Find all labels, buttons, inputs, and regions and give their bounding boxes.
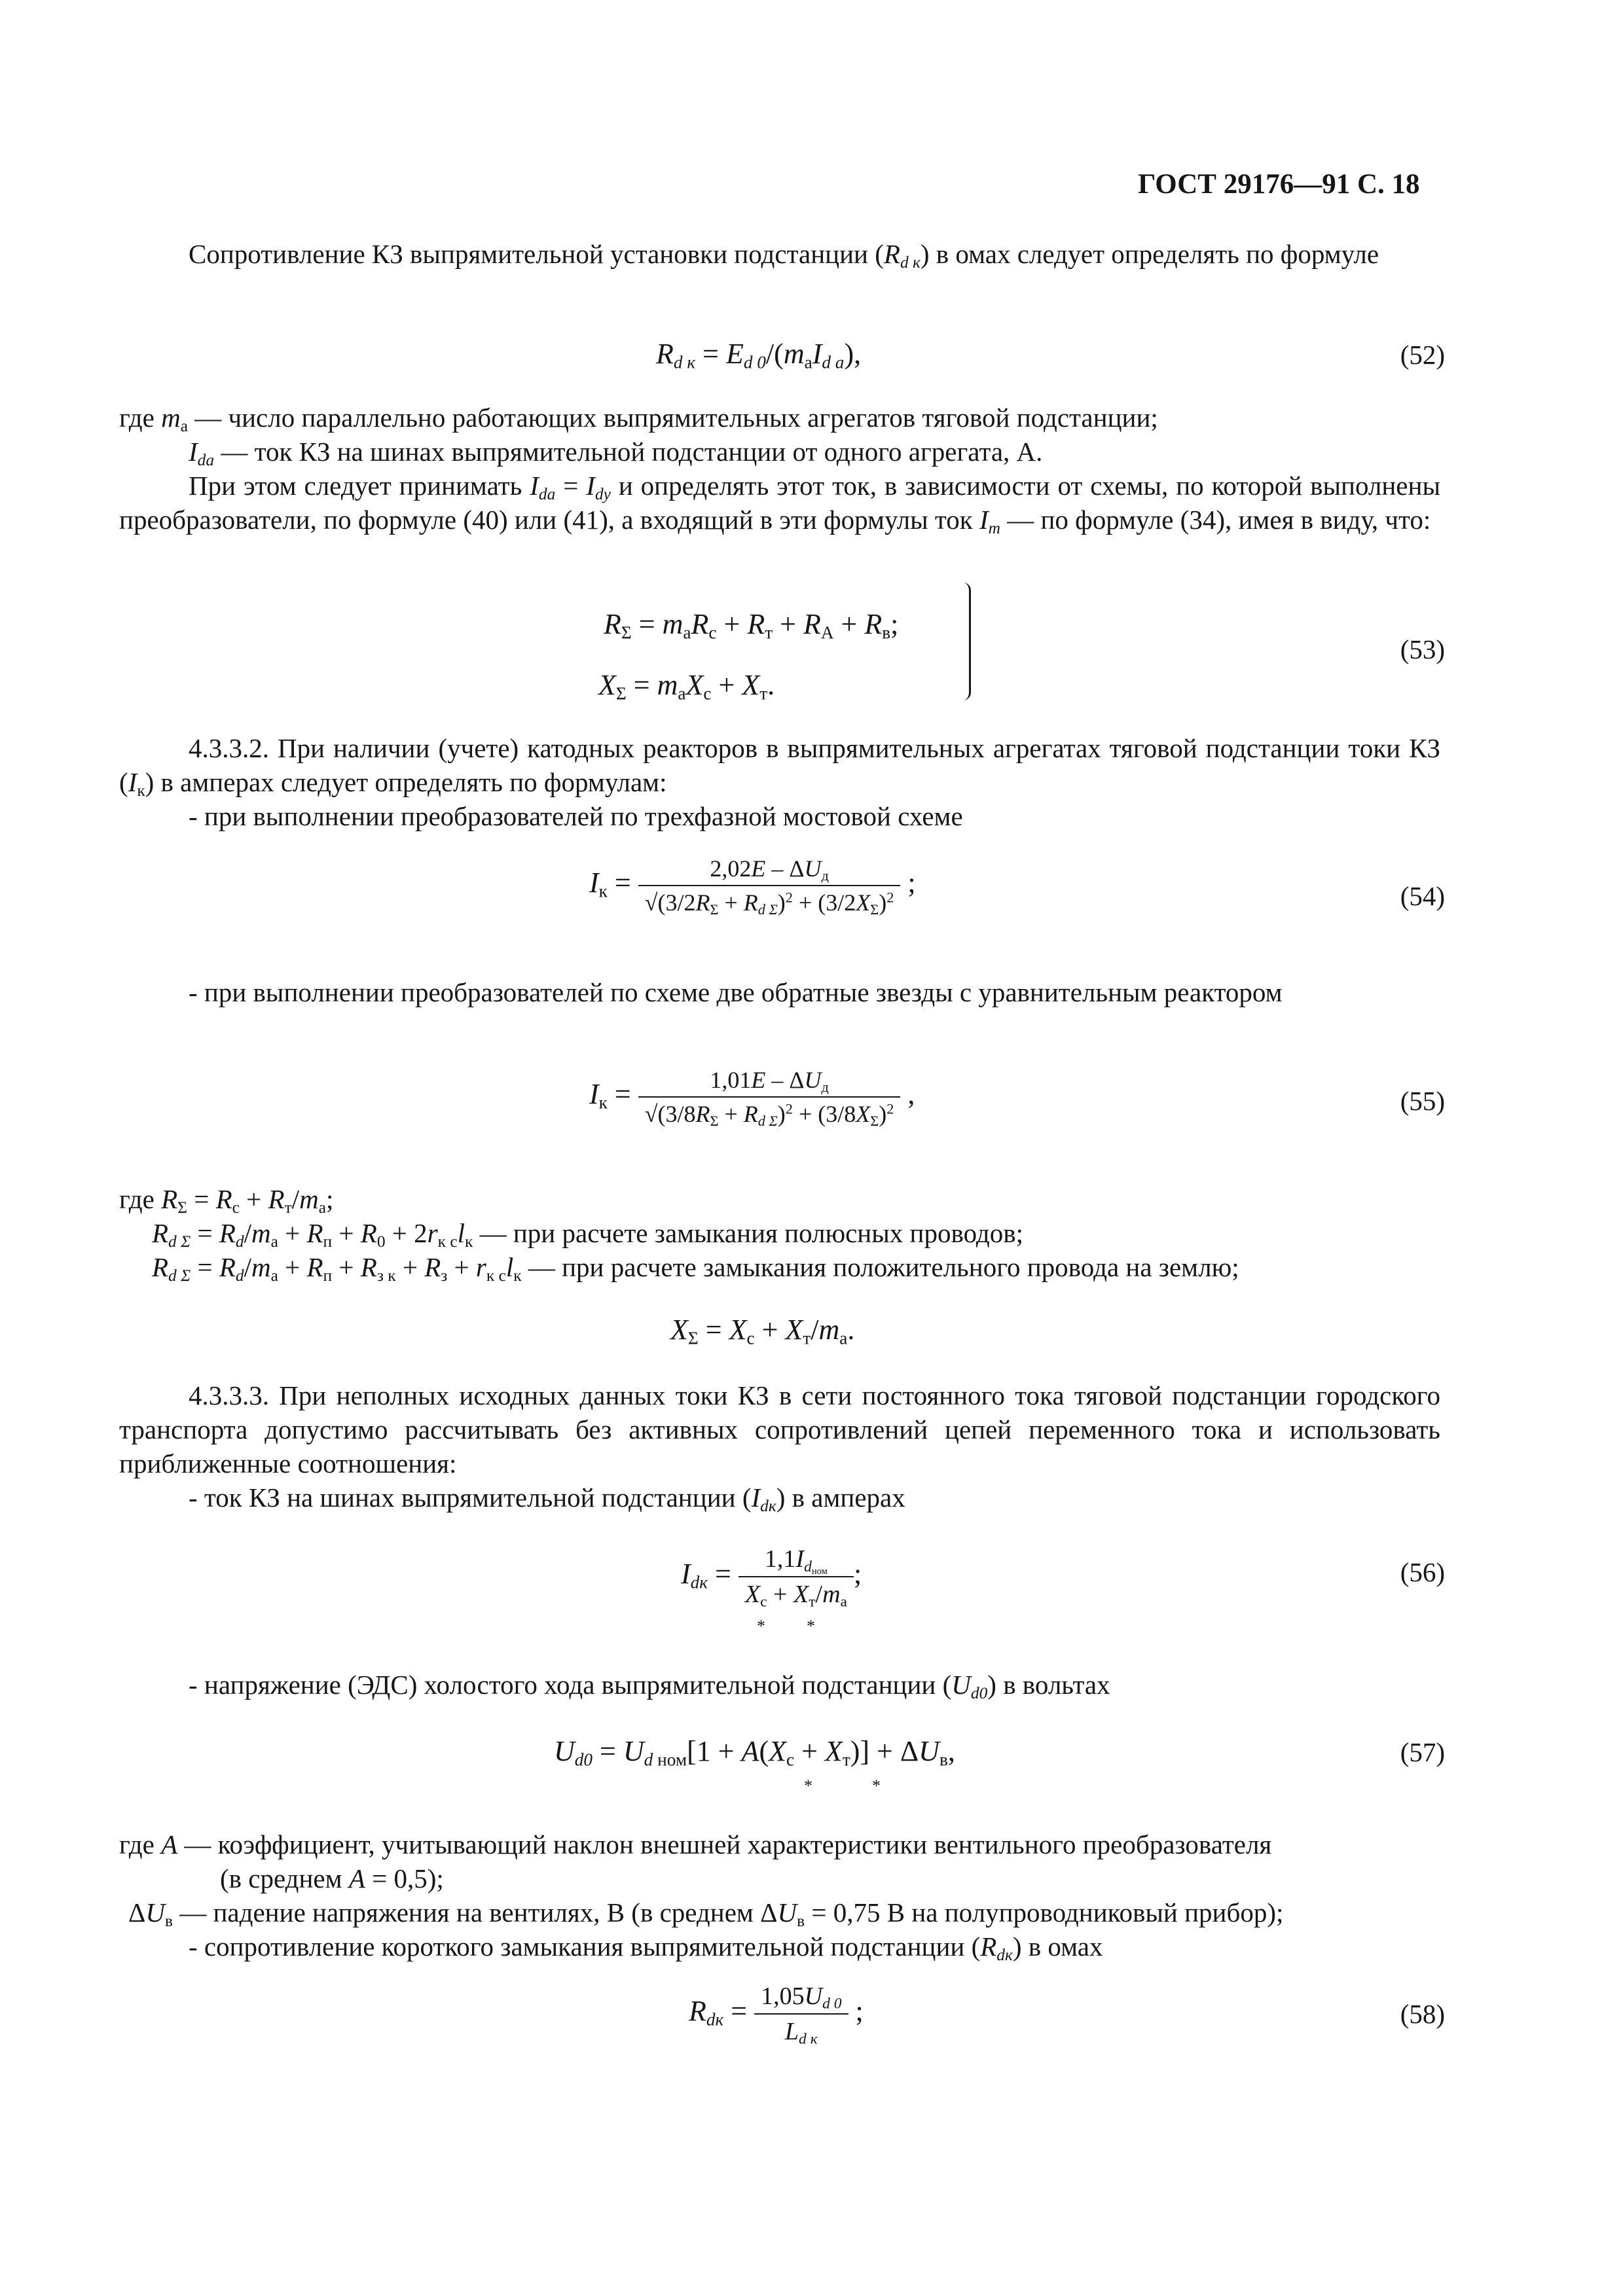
- item-rdk: - сопротивление короткого замыкания выпрямительной подстанции $(R_{dк})$ в омах: [189, 1931, 1103, 1965]
- formula-57-star-1: *: [804, 1776, 812, 1795]
- paragraph-4-3-3-2: 4.3.3.2. При наличии (учете) катодных реакторов в выпрямительных агрегатах тяговой подстанции токи КЗ $(I_к)$ в амперах следует определять по формулам:: [119, 733, 1440, 800]
- formula-number-53: (53): [1400, 634, 1445, 664]
- formula-number-58: (58): [1400, 1999, 1445, 2029]
- formula-53-line-2: $X_\Sigma = m_аX_с + X_т$.: [598, 669, 775, 704]
- formula-52: $R_{d к} = E_{d 0}/(m_аI_{d а})$,: [656, 338, 862, 372]
- where-delta-ub: $\Delta U_в$ — падение напряжения на вентилях, В (в среднем $\Delta U_в = 0,75$ В на полупроводниковый прибор);: [128, 1897, 1284, 1931]
- formula-number-55: (55): [1400, 1086, 1445, 1116]
- formula-xsigma: $X_\Sigma = X_с + X_т/m_а$.: [670, 1314, 855, 1348]
- formula-number-56: (56): [1400, 1557, 1445, 1587]
- where-ida: $I_{da}$ — ток КЗ на шинах выпрямительной подстанции от одного агрегата, А.: [189, 437, 1043, 470]
- where-a-average: (в среднем A = 0,5);: [220, 1863, 444, 1893]
- formula-54: $I_к$ = $\frac{2,02E - \Delta U_д}{√(3/2R_\Sigma + R_{d \Sigma})^2 + (3/2X_\Sigma)^2}$ ;: [589, 855, 916, 918]
- formula-57-star-2: *: [872, 1776, 881, 1795]
- where-rdsigma-poles: $R_{d \Sigma} = R_d/m_а + R_п + R_0 + 2r_{к с}l_к$ — при расчете замыкания полюсных проводов;: [152, 1218, 1023, 1251]
- paragraph-rdk-intro: Сопротивление КЗ выпрямительной установки подстанции $(R_{d к})$ в омах следует определять по формуле: [189, 239, 1379, 272]
- item-two-reverse-stars: - при выполнении преобразователей по схеме две обратные звезды с уравнительным реактором: [189, 977, 1283, 1007]
- item-three-phase-bridge: - при выполнении преобразователей по трехфазной мостовой схеме: [189, 801, 963, 831]
- item-idk: - ток КЗ на шинах выпрямительной подстанции $(I_{dк})$ в амперах: [189, 1482, 905, 1516]
- formula-58: $R_{dк}$ = $\frac{1,05U_{d 0}}{L_{d к}}$ ;: [689, 1982, 864, 2048]
- formula-55: $I_к$ = $\frac{1,01E - \Delta U_д}{√(3/8R_\Sigma + R_{d \Sigma})^2 + (3/8X_\Sigma)^2}$ ,: [589, 1067, 915, 1130]
- formula-57: $U_{d0} = U_{d ном}[1 + A(X_с + X_т)] + \Delta U_в$,: [554, 1735, 955, 1770]
- formula-56-star-2: *: [807, 1617, 815, 1636]
- formula-56: $I_{dк}$ = $\frac{1,1I_{d_{ном}}}{X_с + X_т/m_а}$ ;: [681, 1545, 862, 1611]
- formula-number-54: (54): [1400, 881, 1445, 911]
- formula-53-brace: [958, 583, 971, 700]
- formula-number-52: (52): [1400, 340, 1445, 370]
- formula-53-line-1: $R_\Sigma = m_аR_с + R_т + R_А + R_в$;: [604, 608, 899, 643]
- where-rdsigma-ground: $R_{d \Sigma} = R_d/m_а + R_п + R_{з к} + R_з + r_{к с}l_к$ — при расчете замыкания положительного провода на землю;: [152, 1252, 1239, 1285]
- where-ma: где $m_а$ — число параллельно работающих выпрямительных агрегатов тяговой подстанции;: [119, 403, 1158, 436]
- where-a-coefficient: где A — коэффициент, учитывающий наклон внешней характеристики вентильного преобразователя: [119, 1829, 1272, 1859]
- where-rsigma: где $R_\Sigma = R_с + R_т/m_а$;: [119, 1184, 334, 1217]
- page-header: ГОСТ 29176—91 С. 18: [1138, 169, 1420, 200]
- paragraph-4-3-3-3: 4.3.3.3. При неполных исходных данных токи КЗ в сети постоянного тока тяговой подстанции городского транспорта допустимо рассчитывать без активных сопротивлений цепей переменного тока и использовать приближенные соотношения:: [119, 1380, 1440, 1479]
- formula-56-star-1: *: [757, 1617, 765, 1636]
- item-ud0: - напряжение (ЭДС) холостого хода выпрямительной подстанции $(U_{d0})$ в вольтах: [189, 1670, 1110, 1703]
- paragraph-accept-ida: При этом следует принимать $I_{da} = I_{dy}$ и определять этот ток, в зависимости от схемы, по которой выполнены преобразователи, по формуле (40) или (41), а входящий в эти формулы ток $I_m$ — по формуле (34), имея в виду, что:: [119, 471, 1440, 538]
- formula-number-57: (57): [1400, 1737, 1445, 1767]
